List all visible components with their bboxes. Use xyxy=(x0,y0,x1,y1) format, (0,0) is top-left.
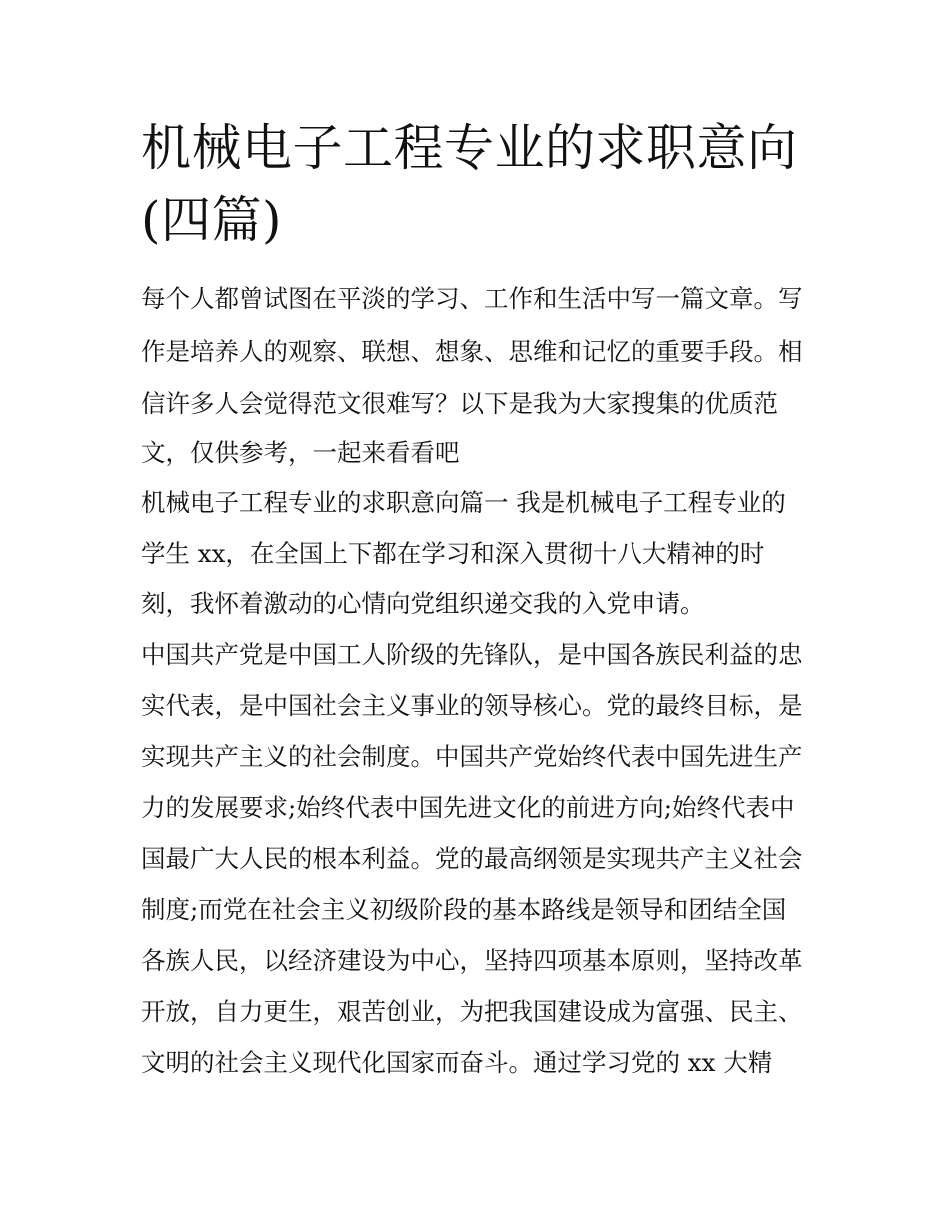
body-line: 文，仅供参考，一起来看看吧 xyxy=(141,438,460,467)
body-line: 实现共产主义的社会制度。中国共产党始终代表中国先进生产 xyxy=(141,742,803,771)
document-title xyxy=(141,112,821,256)
body-line: 实代表，是中国社会主义事业的领导核心。党的最终目标，是 xyxy=(141,691,803,720)
body-line: 信许多人会觉得范文很难写？以下是我为大家搜集的优质范 xyxy=(141,389,778,418)
body-line: 学生 xx，在全国上下都在学习和深入贯彻十八大精神的时 xyxy=(141,539,765,568)
body-line: 刻，我怀着激动的心情向党组织递交我的入党申请。 xyxy=(141,589,705,618)
body-line: 国最广大人民的根本利益。党的最高纲领是实现共产主义社会 xyxy=(141,844,803,873)
body-line: 力的发展要求;始终代表中国先进文化的前进方向;始终代表中 xyxy=(141,793,795,822)
body-line: 每个人都曾试图在平淡的学习、工作和生活中写一篇文章。写 xyxy=(141,284,803,313)
body-line: 中国共产党是中国工人阶级的先锋队，是中国各族民利益的忠 xyxy=(141,640,803,669)
body-line: 制度;而党在社会主义初级阶段的基本路线是领导和团结全国 xyxy=(141,895,787,924)
title-line-2: (四篇) xyxy=(141,191,283,249)
body-line: 文明的社会主义现代化国家而奋斗。通过学习党的 xx 大精 xyxy=(141,1048,773,1077)
title-line-1: 机械电子工程专业的求职意向 xyxy=(141,119,798,177)
body-line: 各族人民，以经济建设为中心，坚持四项基本原则，坚持改革 xyxy=(141,946,803,975)
body-line: 开放，自力更生，艰苦创业，为把我国建设成为富强、民主、 xyxy=(141,997,803,1026)
body-line: 机械电子工程专业的求职意向篇一 我是机械电子工程专业的 xyxy=(141,488,786,517)
body-line: 作是培养人的观察、联想、想象、思维和记忆的重要手段。相 xyxy=(141,337,803,366)
